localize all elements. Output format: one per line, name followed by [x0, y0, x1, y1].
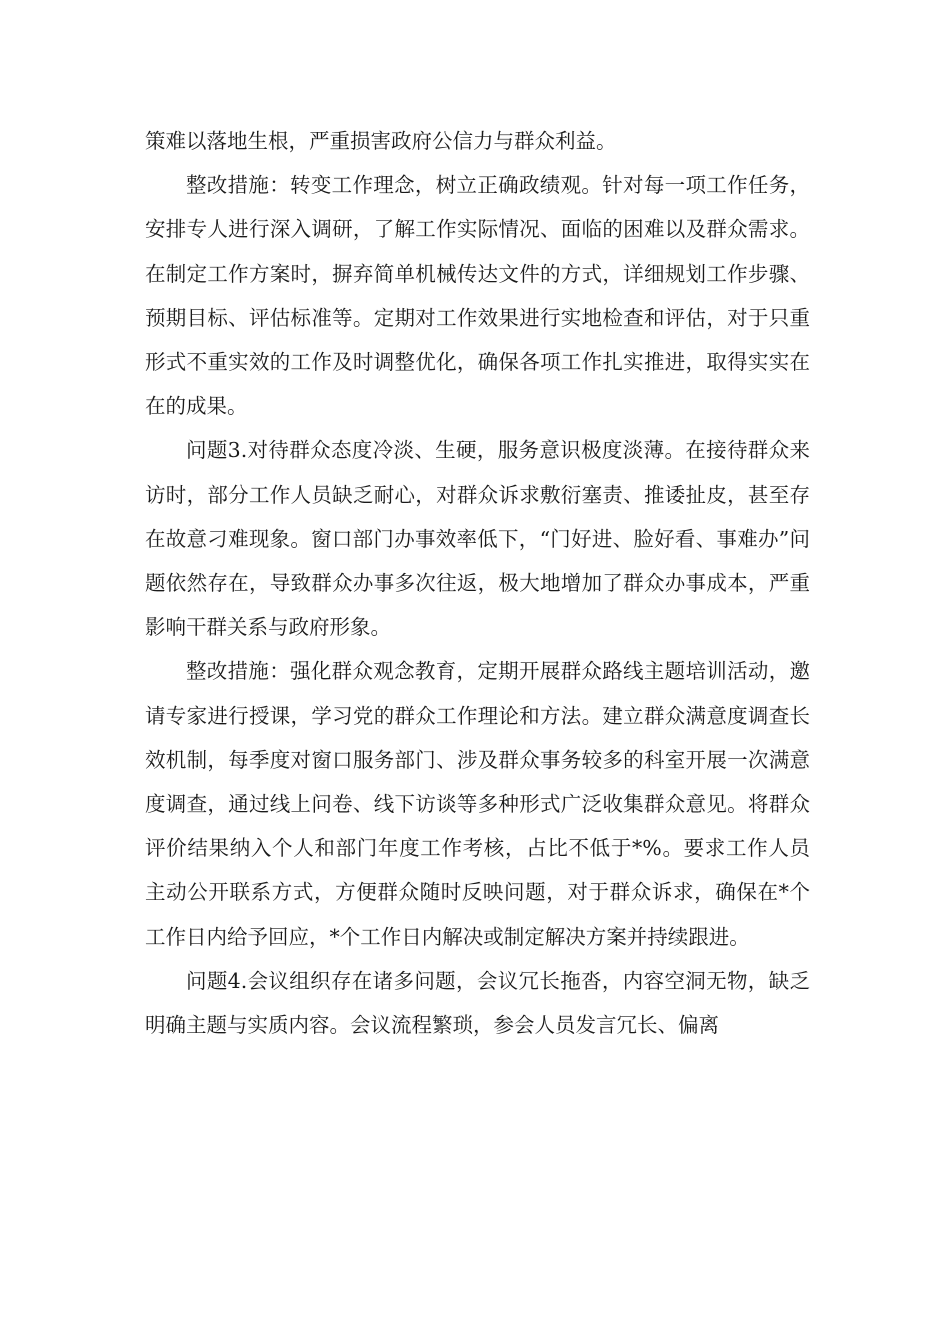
paragraph-problem-3: 问题3.对待群众态度冷淡、生硬，服务意识极度淡薄。在接待群众来访时，部分工作人员缺乏耐心，对群众诉求敷衍塞责、推诿扯皮，甚至存在故意刁难现象。窗口部门办事效率低下，“门好进、脸好看、事难办”问题依然存在，导致群众办事多次往返，极大地增加了群众办事成本，严重影响干群关系与政府形象。: [145, 438, 810, 640]
paragraph-rectification-2: 整改措施：转变工作理念，树立正确政绩观。针对每一项工作任务，安排专人进行深入调研，了解工作实际情况、面临的困难以及群众需求。在制定工作方案时，摒弃简单机械传达文件的方式，详细规划工作步骤、预期目标、评估标准等。定期对工作效果进行实地检查和评估，对于只重形式不重实效的工作及时调整优化，确保各项工作扎实推进，取得实实在在的成果。: [145, 173, 810, 419]
paragraph-rectification-3: 整改措施：强化群众观念教育，定期开展群众路线主题培训活动，邀请专家进行授课，学习党的群众工作理论和方法。建立群众满意度调查长效机制，每季度对窗口服务部门、涉及群众事务较多的科室开展一次满意度调查，通过线上问卷、线下访谈等多种形式广泛收集群众意见。将群众评价结果纳入个人和部门年度工作考核，占比不低于*%。要求工作人员主动公开联系方式，方便群众随时反映问题，对于群众诉求，确保在*个工作日内给予回应，*个工作日内解决或制定解决方案并持续跟进。: [145, 659, 810, 949]
document-body: [145, 119, 810, 1047]
paragraph-continuation: 策难以落地生根，严重损害政府公信力与群众利益。: [145, 129, 617, 153]
paragraph-problem-4: 问题4.会议组织存在诸多问题，会议冗长拖沓，内容空洞无物，缺乏明确主题与实质内容。会议流程繁琐，参会人员发言冗长、偏离: [145, 968, 810, 1038]
